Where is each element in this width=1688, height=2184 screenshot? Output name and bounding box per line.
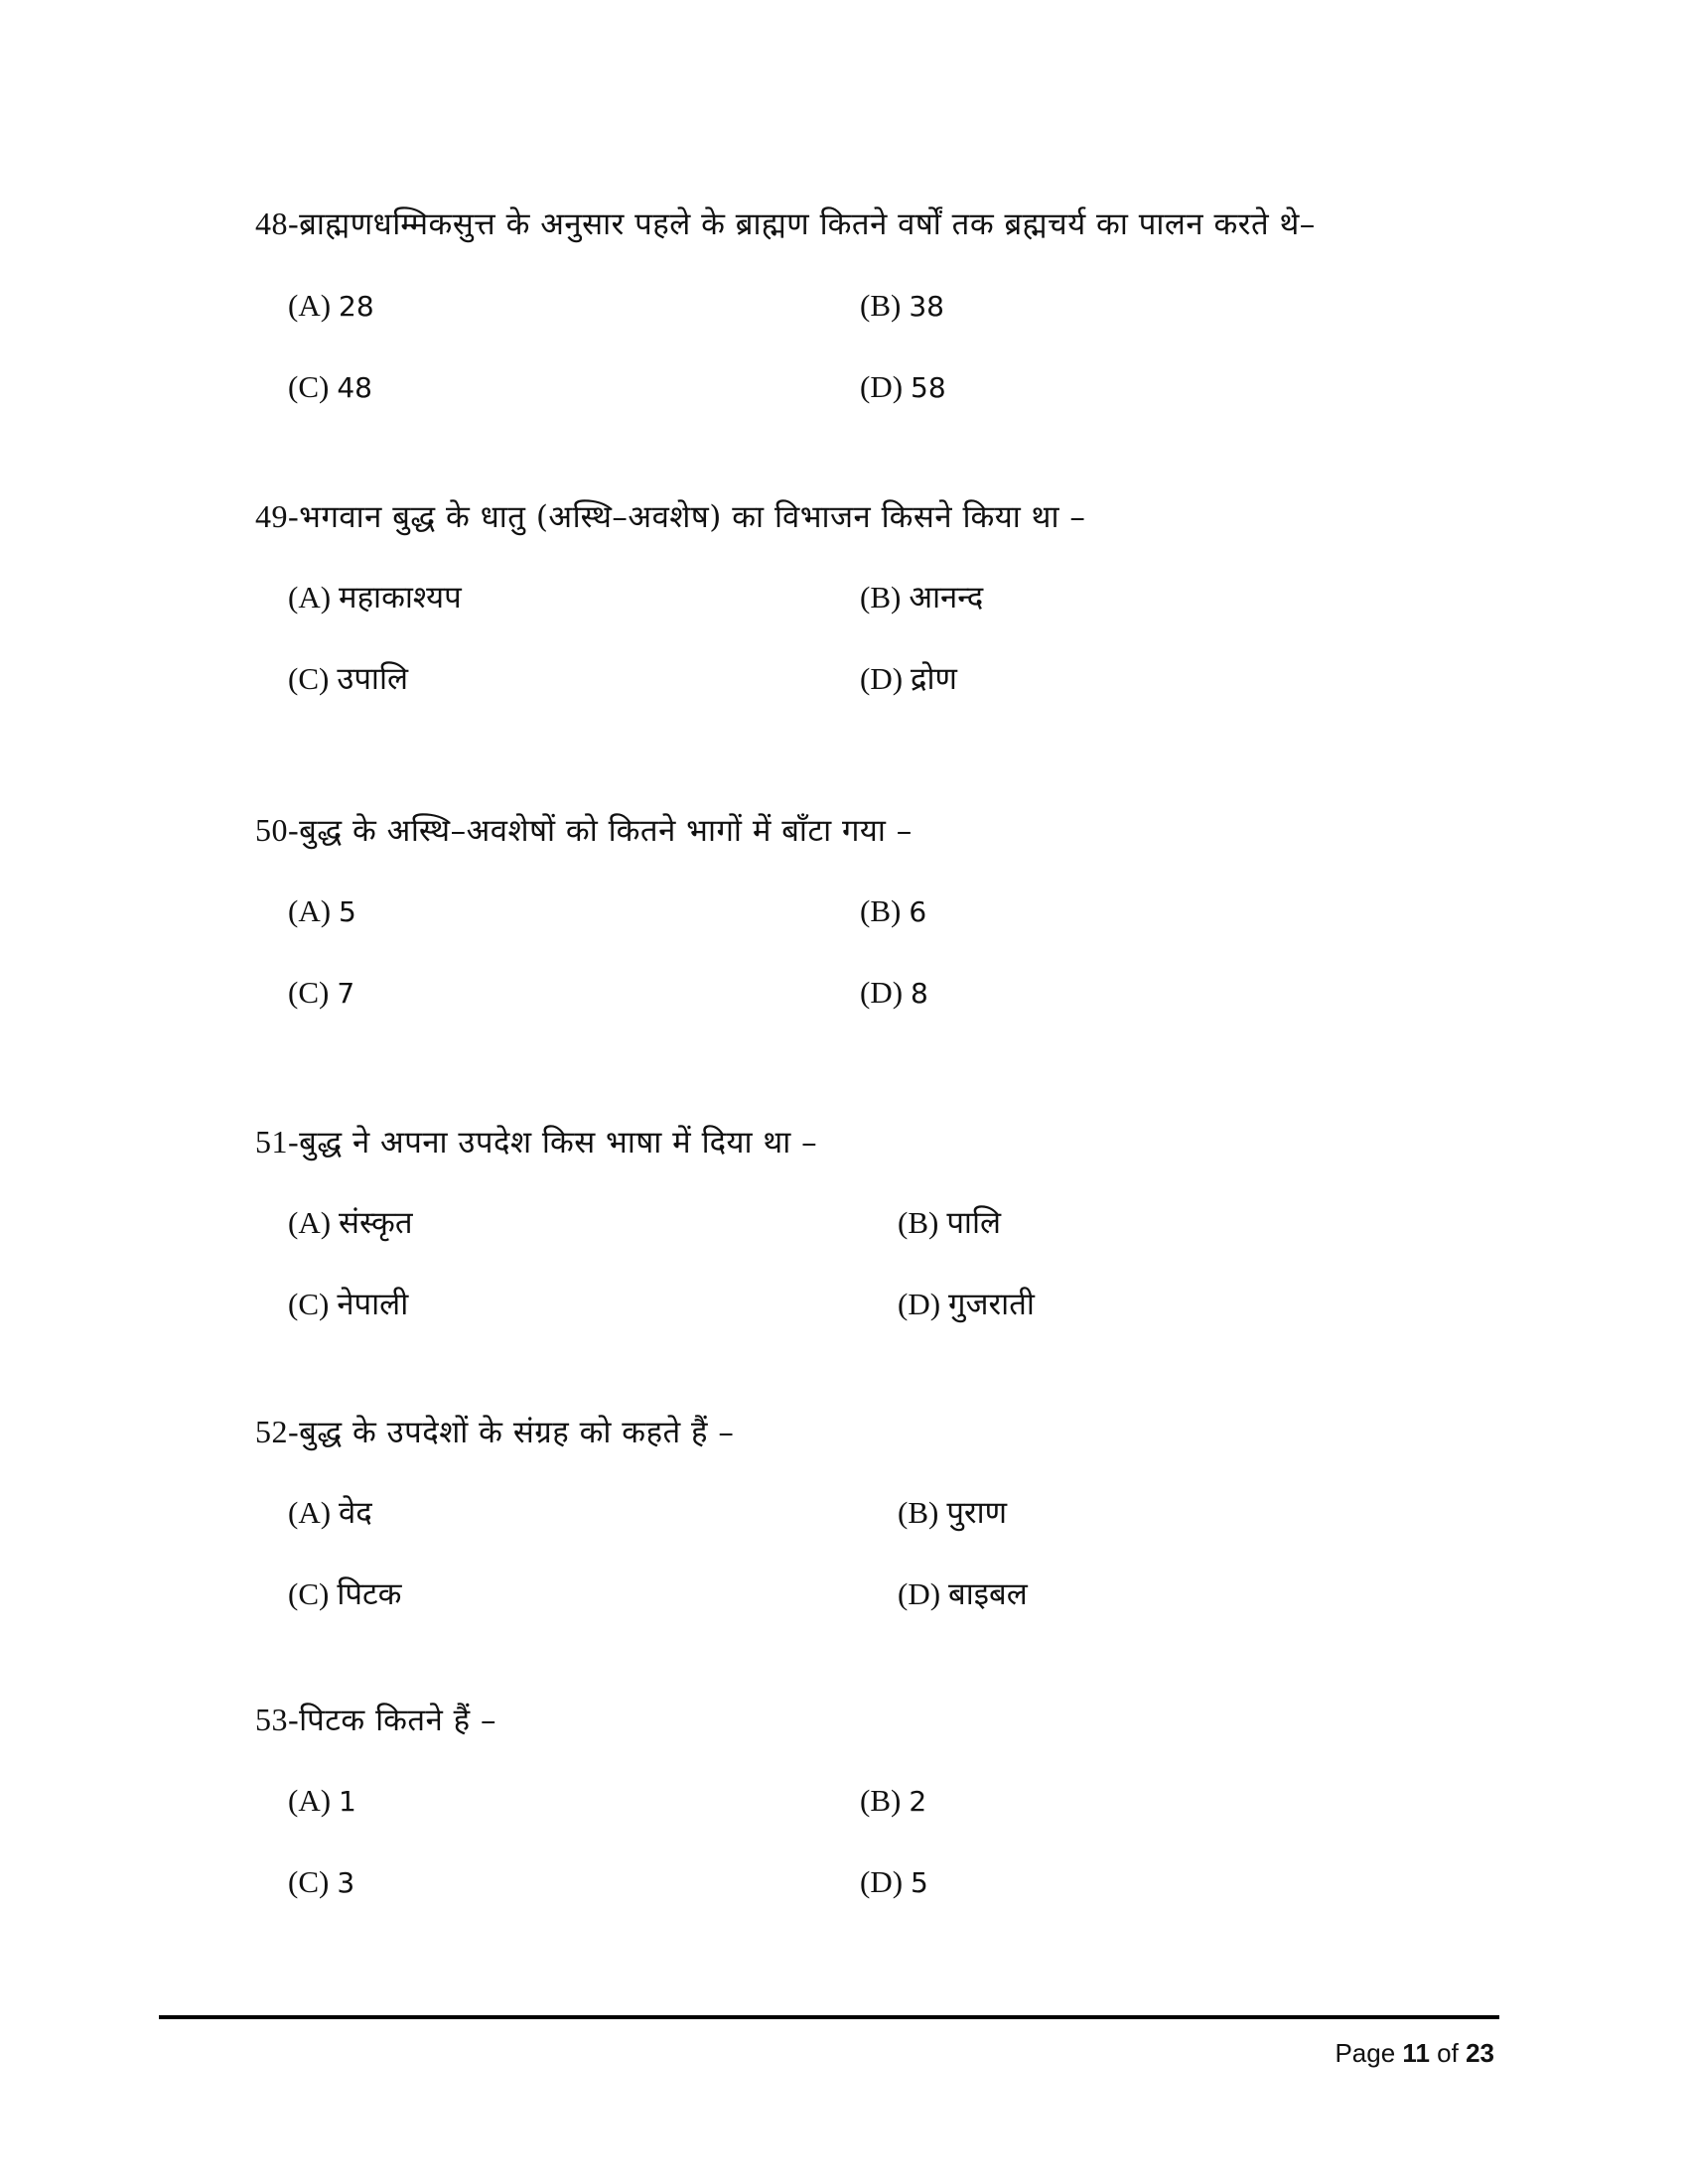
option-50-a	[288, 891, 356, 932]
option-value: आनन्द	[909, 580, 984, 615]
question-number: 48-	[255, 205, 300, 241]
option-49-a	[288, 578, 462, 618]
option-48-c	[288, 367, 372, 408]
question-text: पिटक कितने हैं –	[299, 1703, 496, 1738]
option-value: संस्कृत	[339, 1205, 413, 1241]
question-51	[255, 1122, 817, 1162]
option-value: उपालि	[337, 661, 408, 697]
option-value: 48	[337, 371, 372, 404]
option-label: (B)	[898, 1495, 939, 1530]
option-value: 2	[909, 1785, 927, 1818]
option-label: (C)	[288, 975, 330, 1010]
option-51-d	[898, 1285, 1035, 1325]
option-label: (A)	[288, 1205, 332, 1240]
page-number	[1335, 2037, 1494, 2069]
option-53-b	[860, 1781, 926, 1822]
option-label: (D)	[860, 1864, 904, 1899]
option-value: वेद	[339, 1495, 372, 1531]
option-52-b	[898, 1493, 1007, 1534]
option-value: पालि	[946, 1205, 1002, 1241]
question-number: 49-	[255, 498, 300, 534]
option-label: (B)	[860, 1783, 902, 1818]
page-prefix: Page	[1335, 2038, 1396, 2068]
option-value: पुराण	[946, 1495, 1008, 1531]
option-value: 1	[339, 1785, 356, 1818]
current-page: 11	[1402, 2038, 1430, 2068]
option-52-d	[898, 1574, 1028, 1615]
option-value: 8	[911, 977, 928, 1010]
question-number: 52-	[255, 1414, 300, 1449]
option-value: गुजराती	[948, 1287, 1035, 1322]
option-label: (B)	[898, 1205, 939, 1240]
option-label: (C)	[288, 661, 330, 696]
option-50-c	[288, 973, 354, 1014]
question-text: बुद्ध के उपदेशों के संग्रह को कहते हैं –	[299, 1415, 735, 1450]
footer-divider	[159, 2015, 1499, 2019]
question-text: बुद्ध ने अपना उपदेश किस भाषा में दिया था –	[299, 1125, 818, 1160]
option-48-b	[860, 286, 944, 327]
question-49	[255, 496, 1085, 537]
option-53-d	[860, 1862, 928, 1903]
option-label: (B)	[860, 288, 902, 323]
option-value: 5	[911, 1866, 928, 1899]
option-value: 6	[909, 895, 927, 928]
option-value: द्रोण	[911, 661, 957, 697]
option-49-c	[288, 659, 408, 700]
option-label: (A)	[288, 1495, 332, 1530]
option-label: (A)	[288, 288, 332, 323]
option-value: 38	[909, 290, 944, 323]
question-text: भगवान बुद्ध के धातु (अस्थि–अवशेष) का विभाजन किसने किया था –	[299, 499, 1086, 535]
option-50-d	[860, 973, 928, 1014]
option-label: (C)	[288, 1864, 330, 1899]
question-text: ब्राह्मणधम्मिकसुत्त के अनुसार पहले के ब्राह्मण कितने वर्षों तक ब्रह्मचर्य का पालन करते थे–	[299, 206, 1316, 242]
option-value: 7	[337, 977, 355, 1010]
question-number: 50-	[255, 812, 300, 848]
option-51-a	[288, 1203, 413, 1244]
option-value: नेपाली	[337, 1287, 409, 1322]
option-52-a	[288, 1493, 372, 1534]
option-label: (A)	[288, 893, 332, 928]
option-53-a	[288, 1781, 356, 1822]
option-value: बाइबल	[948, 1576, 1028, 1612]
option-51-b	[898, 1203, 1001, 1244]
option-label: (D)	[898, 1576, 941, 1611]
option-label: (B)	[860, 580, 902, 614]
page-separator: of	[1437, 2038, 1459, 2068]
option-51-c	[288, 1285, 408, 1325]
option-label: (C)	[288, 369, 330, 404]
option-label: (D)	[860, 661, 904, 696]
option-value: 28	[339, 290, 374, 323]
option-value: 58	[911, 371, 946, 404]
question-number: 53-	[255, 1702, 300, 1737]
option-label: (A)	[288, 580, 332, 614]
option-label: (D)	[898, 1287, 941, 1321]
option-value: महाकाश्यप	[339, 580, 462, 615]
option-label: (A)	[288, 1783, 332, 1818]
question-number: 51-	[255, 1124, 300, 1160]
question-53	[255, 1700, 496, 1740]
option-label: (C)	[288, 1576, 330, 1611]
option-48-a	[288, 286, 374, 327]
option-label: (C)	[288, 1287, 330, 1321]
option-48-d	[860, 367, 946, 408]
option-53-c	[288, 1862, 354, 1903]
question-52	[255, 1412, 734, 1452]
question-50	[255, 810, 913, 851]
option-label: (D)	[860, 975, 904, 1010]
option-label: (D)	[860, 369, 904, 404]
option-50-b	[860, 891, 926, 932]
option-value: 3	[337, 1866, 355, 1899]
question-text: बुद्ध के अस्थि–अवशेषों को कितने भागों में बाँटा गया –	[299, 813, 913, 849]
option-label: (B)	[860, 893, 902, 928]
total-pages: 23	[1466, 2038, 1494, 2068]
option-49-b	[860, 578, 983, 618]
option-value: 5	[339, 895, 356, 928]
question-48	[255, 204, 1316, 244]
option-value: पिटक	[337, 1576, 402, 1612]
option-49-d	[860, 659, 957, 700]
option-52-c	[288, 1574, 401, 1615]
